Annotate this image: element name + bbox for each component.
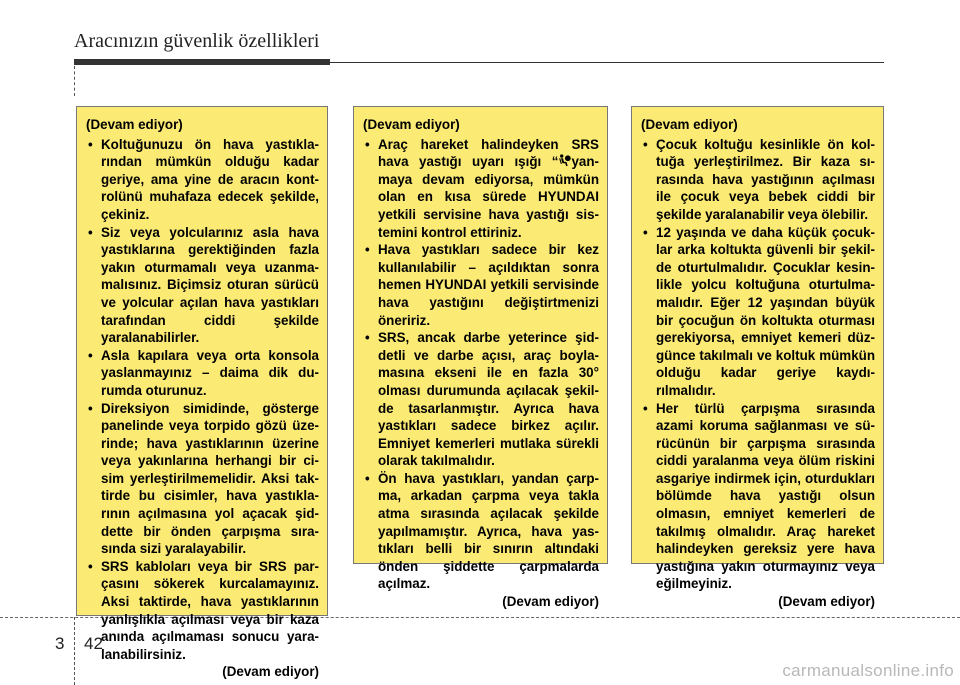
warning-list [86,136,319,664]
list-item: • Ön hava yastıkları, yandan çarpma, arkadan çarpma veya takla atma sırasında açılacak şekilde yapılmamıştır. Ayrıca, hava yastıkları belli bir sınırın altındaki önden şiddette çarpmalarda açılmaz. [363,470,599,593]
continued-footer: (Devam ediyor) [222,664,319,680]
page-header-title: Aracınızın güvenlik özellikleri [74,30,320,52]
list-item: • Çocuk koltuğu kesinlikle ön koltuğa yerleştirilmez. Bir kaza sırasında hava yastığının açılması ile çocuk veya bebek ciddi bir şekilde yaralanabilir veya ölebilir. [641,136,875,224]
page-number: 42 [84,634,103,653]
crop-mark-bottom [74,617,75,685]
list-item-text-before-icon: Araç hareket halindeyken SRS hava yastığı uyarı ışığı “ [378,136,599,170]
continued-footer: (Devam ediyor) [502,594,599,610]
list-item: • 12 yaşında ve daha küçük çocuklar arka koltukta güvenli bir şekilde oturtulmalıdır. Çocuklar kesinlikle yolcu koltuğuna oturtulmamalıdır. Eğer 12 yaşından büyük bir çocuğun ön koltukta oturması gerekiyorsa, emniyet kemeri düzgünce takılmalı ve koltuk mümkün olduğu kadar geriye kaydırılmalıdır. [641,224,875,400]
continued-heading: (Devam ediyor) [641,117,738,132]
continued-heading: (Devam ediyor) [86,117,183,132]
warning-box-2 [353,106,608,610]
continued-footer: (Devam ediyor) [778,594,875,610]
list-item [363,136,599,242]
warning-list [363,136,599,593]
list-item: • Siz veya yolcularınız asla hava yastıklarına gerektiğinden fazla yakın oturmamalı veya uzanmamalısınız. Biçimsiz oturan sürücü ve yolcular açılan hava yastıkları tarafından ciddi şekilde yaralanabilirler. [86,224,319,347]
crop-mark-top [74,66,75,96]
list-item: • Asla kapılara veya orta konsola yaslanmayınız – daima dik durumda oturunuz. [86,347,319,400]
header-rule-thin [330,62,884,63]
list-item: • SRS, ancak darbe yeterince şiddetli ve darbe açısı, araç boylamasına ekseni ile en fazla 30° olması durumunda açılacak şekilde tasarlanmıştır. Ayrıca hava yastıkları sadece birkez açılır. Emniyet kemerleri mutlaka sürekli olarak takılmalıdır. [363,329,599,470]
list-item-text-after-icon: yanmaya devam ediyorsa, mümkün olan en kısa sürede HYUNDAI yetkili servisine hava yastığı sistemini kontrol ettiriniz. [378,154,599,240]
list-item: • Koltuğunuzu ön hava yastıklarından mümkün olduğu kadar geriye, ama yine de aracın kontrolünü muhafaza edecek şekilde, çekiniz. [86,136,319,224]
continued-heading: (Devam ediyor) [363,117,460,132]
list-item: • SRS kabloları veya bir SRS parçasını sökerek kurcalamayınız. Aksi taktirde, hava yastıklarının yanlışlıkla açılması veya bir kaza anında açılmaması sonucu yaralanabilirsiniz. [86,558,319,664]
warning-box-3 [631,106,884,610]
list-item: • Hava yastıkları sadece bir kez kullanılabilir – açıldıktan sonra hemen HYUNDAI yetkili servisinde hava yastığını değiştirtmenizi öneririz. [363,241,599,329]
list-item: • Direksiyon simidinde, gösterge panelinde veya torpido gözü üzerinde; hava yastıklarının üzerine veya yakınlarına herhangi bir cisim yerleştirilmemelidir. Aksi taktirde bu cisimler, hava yastıklarının açılmasına yol açacak şiddette bir önden çarpışma sırasında sizi yaralayabilir. [86,400,319,558]
chapter-number: 3 [55,634,65,653]
warning-list [641,136,875,593]
watermark: carmanualsonline.info [782,661,954,680]
header-rule-thick [74,59,330,65]
airbag-warning-icon [558,154,571,167]
list-item: • Her türlü çarpışma sırasında azami koruma sağlanması ve sürücünün bir çarpışma sırasında ciddi yaralanma veya ölüm riskini asgariye indirmek için, oturdukları bölümde hava yastığı olsun olmasın, emniyet kemerleri de takılmış olmalıdır. Araç hareket halindeyken gereksiz yere hava yastığına yakın oturmayınız veya eğilmeyiniz. [641,400,875,594]
